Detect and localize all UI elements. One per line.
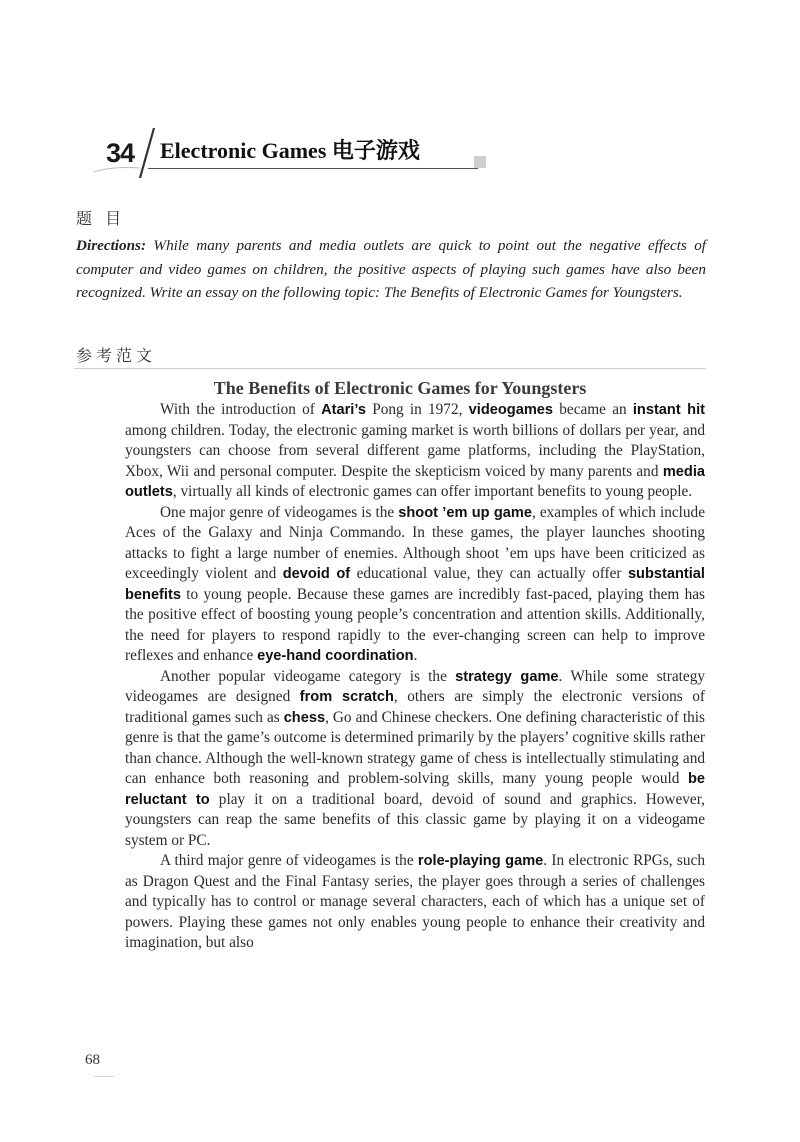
footer-mark: [94, 1076, 114, 1077]
keyword-phrase: devoid of: [282, 566, 351, 582]
essay-paragraph: [125, 400, 705, 503]
keyword-phrase: substantial benefits: [125, 566, 705, 603]
directions-lead: Directions:: [76, 237, 147, 254]
keyword-phrase: strategy game: [455, 668, 559, 685]
paragraph-text: Pong in 1972,: [365, 401, 469, 418]
keyword-phrase: media outlets: [125, 463, 705, 500]
keyword-phrase: eye-hand coordination: [257, 648, 414, 664]
paragraph-text: .: [413, 647, 418, 664]
chapter-number: 34: [106, 138, 135, 168]
chapter-corner-mark: [474, 156, 486, 168]
keyword-phrase: Atari’s: [321, 402, 366, 418]
page-number: 68: [85, 1052, 100, 1068]
paragraph-text: to young people. Because these games are incredibly fast-paced, playing them has the positive effect of boosting young people’s concentration and attention skills. Additionally, the need for players to respond rapidly to the ever-changing screen can help to improve reflexes and enhance: [125, 585, 705, 664]
section-divider: [74, 368, 706, 369]
paragraph-text: , Go and Chinese checkers. One defining characteristic of this genre is that the game’s outcome is determined primarily by the players’ cognitive skills rather than chance. Although the well-known strategy game of chess is intellectually stimulating and can enhance both reasoning and problem-solving skills, many young people would: [125, 708, 706, 787]
keyword-phrase: videogames: [468, 402, 554, 418]
paragraph-text: One major genre of videogames is the: [160, 503, 399, 521]
paragraph-text: , examples of which include Aces of the Galaxy and Ninja Commando. In these games, the player launches shooting attacks to fight a large number of enemies. Although shoot ’em ups have been criticized as exceedingly violent and: [125, 503, 705, 582]
paragraph-text: , virtually all kinds of electronic games can offer important benefits to young people.: [172, 483, 693, 500]
essay-paragraph: [125, 851, 705, 954]
keyword-phrase: role-playing game: [417, 853, 544, 869]
paragraph-text: Another popular videogame category is the: [160, 667, 456, 685]
keyword-phrase: instant hit: [632, 402, 705, 418]
paragraph-text: With the introduction of: [160, 401, 322, 418]
paragraph-text: play it on a traditional board, devoid of sound and graphics. However, youngsters can reap the same benefits of this classic game by playing it on a videogame system or PC.: [125, 790, 705, 849]
keyword-phrase: shoot ’em up game: [398, 504, 532, 521]
essay-title: The Benefits of Electronic Games for Youngsters: [213, 378, 587, 398]
directions-text: [76, 234, 706, 305]
paragraph-text: . In electronic RPGs, such as Dragon Quest and the Final Fantasy series, the player goes through a series of challenges and typically has to control or manage several characters, each of which has a unique set of powers. Playing these games not only enables young people to enhance their creativity and imagination, but also: [125, 852, 705, 951]
keyword-phrase: chess: [283, 709, 326, 726]
paragraph-text: A third major genre of videogames is the: [160, 852, 418, 869]
essay-paragraph: [125, 503, 705, 667]
paragraph-text: among children. Today, the electronic gaming market is worth billions of dollars per year, and youngsters can choose from several different game platforms, including the PlayStation, Xbox, Wii and personal computer. Despite the skepticism voiced by many parents and: [125, 421, 705, 480]
chapter-title: Electronic Games 电子游戏: [160, 138, 420, 163]
topic-heading: 题 目: [76, 209, 126, 228]
paragraph-text: educational value, they can actually offer: [350, 565, 628, 582]
directions-body: While many parents and media outlets are quick to point out the negative effects of computer and video games on children, the positive aspects of playing such games have also been recognized. Write an essay on the following topic: The Benefits of Electronic Games for Youngsters.: [76, 237, 707, 301]
keyword-phrase: from scratch: [299, 689, 394, 705]
essay-paragraph: [125, 667, 705, 852]
essay-body: [125, 400, 705, 954]
chapter-underline: [148, 168, 478, 169]
sample-essay-heading: 参考范文: [76, 346, 157, 365]
paragraph-text: . While some strategy videogames are designed: [125, 667, 705, 705]
paragraph-text: became an: [553, 401, 633, 418]
keyword-phrase: be reluctant to: [125, 771, 705, 808]
paragraph-text: , others are simply the electronic versions of traditional games such as: [125, 688, 705, 726]
chapter-header: [92, 122, 512, 182]
